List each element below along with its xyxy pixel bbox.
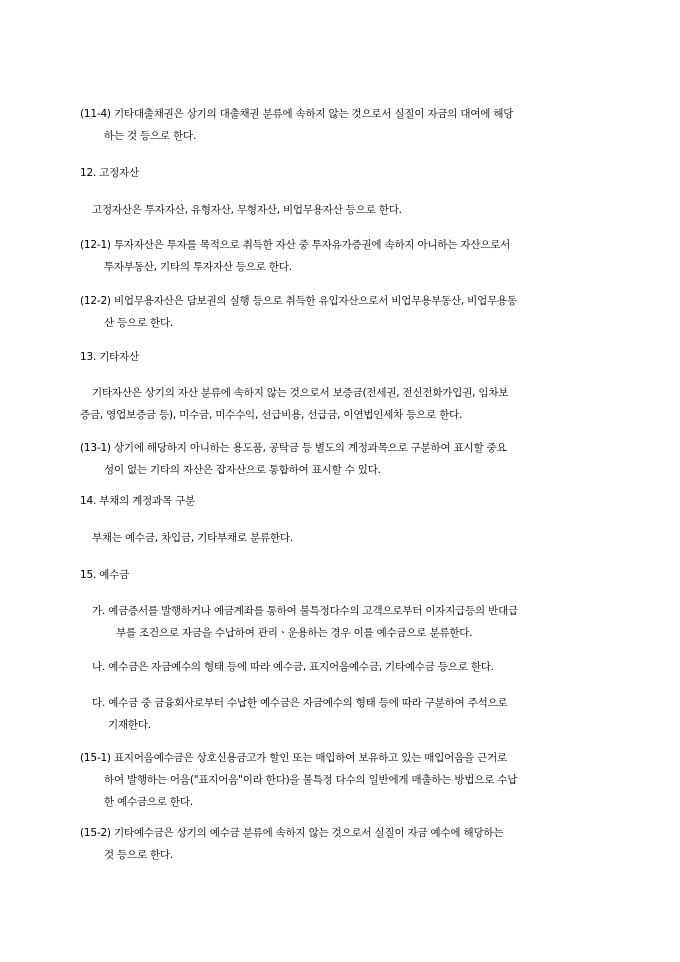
clause-15-1 [80, 747, 517, 813]
clause-line: (11-4) 기타대출채권은 상기의 대출채권 분류에 속하지 않는 것으로서 실질이 자금의 대여에 해당 [80, 108, 514, 120]
clause-line: (12-1) 투자자산은 투자를 목적으로 취득한 자산 중 투자유가증권에 속하지 아니하는 자산으로서 [80, 239, 511, 251]
section-heading-15: 15. 예수금 [80, 569, 130, 581]
clause-line: 성이 없는 기타의 자산은 잡자산으로 통합하여 표시할 수 있다. [104, 464, 381, 476]
paragraph-12: 고정자산은 투자자산, 유형자산, 무형자산, 비업무용자산 등으로 한다. [92, 204, 402, 216]
section-heading-14: 14. 부채의 계정과목 구분 [80, 495, 195, 507]
clause-line: 한 예수금으로 한다. [104, 796, 193, 808]
clause-line: (15-1) 표지어음예수금은 상호신용금고가 할인 또는 매입하여 보유하고 있는 매입어음을 근거로 [80, 752, 507, 764]
clause-12-2 [80, 290, 517, 334]
clause-12-1 [80, 234, 510, 278]
clause-line: 하는 것 등으로 한다. [104, 130, 197, 142]
paragraph-14: 부채는 예수금, 차입금, 기타부채로 분류한다. [92, 532, 293, 544]
clause-line: 하여 발행하는 어음("표지어음"이라 한다)을 불특정 다수의 일반에게 매출하는 방법으로 수납 [104, 774, 518, 786]
paragraph-13 [80, 382, 509, 426]
clause-line: (13-1) 상기에 해당하지 아니하는 용도품, 공탁금 등 별도의 계정과목으로 구분하여 표시할 중요 [80, 442, 507, 454]
clause-line: 투자부동산, 기타의 투자자산 등으로 한다. [104, 261, 292, 273]
clause-15-2 [80, 822, 503, 866]
section-heading-12: 12. 고정자산 [80, 167, 140, 179]
item-na: 나. 예수금은 자금예수의 형태 등에 따라 예수금, 표지어음예수금, 기타예수금 등으로 한다. [92, 661, 494, 673]
clause-11-4 [80, 103, 513, 147]
item-line: 다. 예수금 중 금융회사로부터 수납한 예수금은 자금예수의 형태 등에 따라 구분하여 주석으로 [92, 697, 508, 709]
clause-line: 산 등으로 한다. [104, 317, 174, 329]
paragraph-line: 기타자산은 상기의 자산 분류에 속하지 않는 것으로서 보증금(전세권, 전신전화가입권, 임차보 [92, 387, 509, 399]
item-ga [92, 600, 518, 644]
paragraph-line: 증금, 영업보증금 등), 미수금, 미수수익, 선급비용, 선급금, 이연법인세차 등으로 한다. [80, 409, 463, 421]
item-line: 부를 조건으로 자금을 수납하여 관리ㆍ운용하는 경우 이를 예수금으로 분류한다. [116, 627, 473, 639]
clause-line: 것 등으로 한다. [104, 849, 174, 861]
clause-13-1 [80, 437, 506, 481]
item-line: 가. 예금증서를 발행하거나 예금계좌를 통하여 불특정다수의 고객으로부터 이자지급등의 반대급 [92, 605, 518, 617]
section-heading-13: 13. 기타자산 [80, 351, 140, 363]
item-line: 기재한다. [108, 719, 151, 731]
clause-line: (15-2) 기타예수금은 상기의 예수금 분류에 속하지 않는 것으로서 실질이 자금 예수에 해당하는 [80, 827, 504, 839]
clause-line: (12-2) 비업무용자산은 담보권의 실행 등으로 취득한 유입자산으로서 비업무용부동산, 비업무용동 [80, 295, 517, 307]
item-da [92, 692, 507, 736]
